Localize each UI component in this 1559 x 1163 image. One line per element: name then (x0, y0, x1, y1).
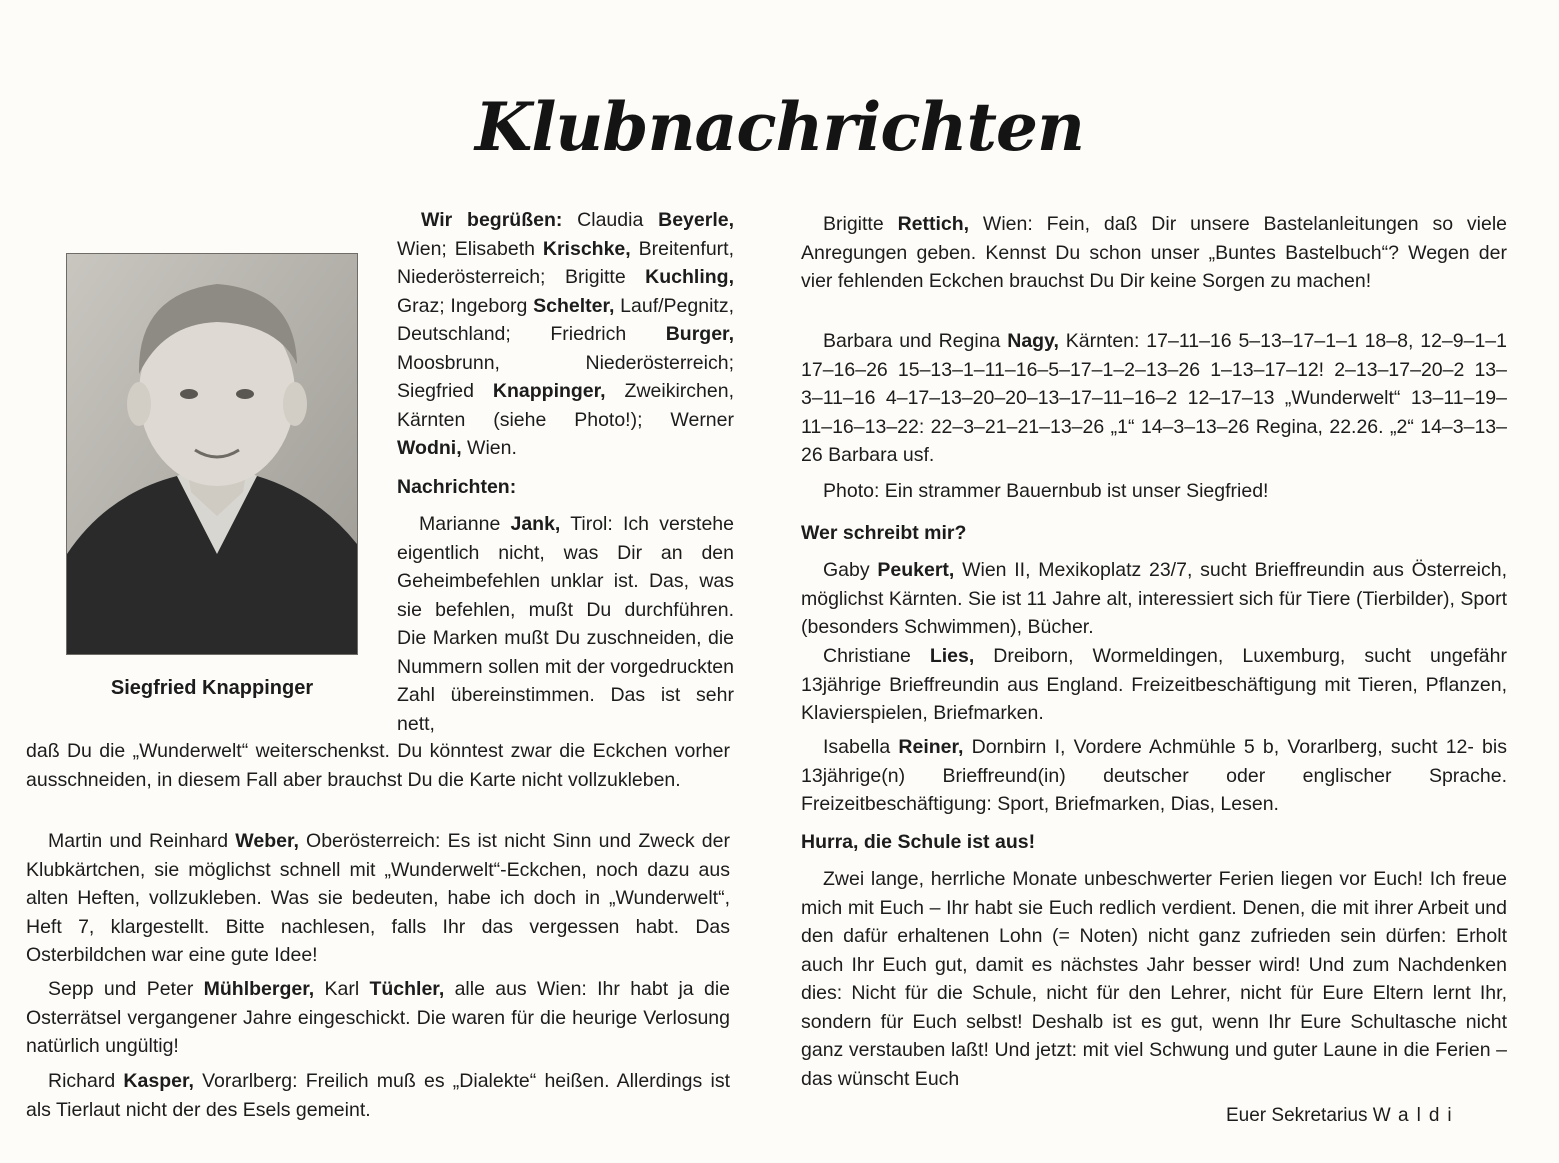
welcome-text: Moosbrunn, Niederösterreich; Siegfried (397, 351, 734, 402)
lies-name: Lies, (929, 645, 975, 667)
jank-text: Marianne (419, 513, 511, 535)
reiner-name: Reiner, (898, 736, 964, 758)
rettich-name: Rettich, (897, 213, 970, 235)
page-title: Klubnachrichten (475, 88, 1084, 166)
peukert-name: Peukert, (877, 559, 955, 581)
welcome-name: Burger, (665, 323, 734, 345)
welcome-text: Wien; Elisabeth (397, 237, 543, 260)
reiner-text: Dornbirn I, Vordere Achmühle 5 b, Vorarlberg, sucht 12- bis 13jährige(n) Brieffreund(in) deutscher oder englischer Sprache. Freizeitbeschäftigung: Sport, Briefmarken, Dias, Lesen. (801, 736, 1507, 815)
signature (1226, 1105, 1460, 1127)
jank-text: Tirol: Ich verstehe eigentlich nicht, was Dir an den Geheimbefehlen unklar ist. Das, was sie befehlen, mußt Du durchführen. Die Marken mußt Du zuschneiden, die Nummern sollen mit der vorgedruckten Zahl übereinstimmen. Das ist sehr nett, (397, 513, 734, 735)
muehlberger-text: Sepp und Peter (48, 978, 204, 1000)
kasper-text: Richard (48, 1070, 124, 1092)
school-heading: Hurra, die Schule ist aus! (801, 831, 1036, 853)
reiner-text: Isabella (823, 736, 899, 758)
jank-text: daß Du die „Wunderwelt“ weiterschenkst. Du könntest zwar die Eckchen vorher ausschneiden, in diesem Fall aber brauchst Du die Karte nicht vollzukleben. (26, 740, 730, 791)
welcome-lead: Wir begrüßen: (421, 209, 563, 231)
rettich-text: Wien: Fein, daß Dir unsere Bastelanleitungen so viele Anregungen geben. Kennst Du schon unser „Buntes Bastelbuch“? Wegen der vier fehlenden Eckchen brauchst Du Dir keine Sorgen zu machen! (801, 213, 1508, 292)
jank-paragraph-continued (26, 737, 730, 794)
rettich-text: Brigitte (823, 213, 898, 235)
lies-text: Christiane (823, 645, 930, 667)
school-paragraph: Zwei lange, herrliche Monate unbeschwerter Ferien liegen vor Euch! Ich freue mich mit Euch – Ihr habt sie Euch redlich verdient. Denen, die mit ihrer Arbeit und den dafür erhaltenen Lohn (= Noten) nicht ganz zufrieden sein dürfen: Erholt auch Ihr Euch gut, damit es nächstes Jahr besser wird! Und zum Nachdenken dies: Nicht für die Schule, nicht für den Lehrer, nicht für Eure Eltern lernt Ihr, sondern für Euch selbst! Deshalb ist es gut, wenn Ihr Eure Schultasche nicht ganz verstauben laßt! Und jetzt: mit viel Schwung und guter Laune in die Ferien – das wünscht Euch (801, 868, 1507, 1090)
photo-caption: Siegfried Knappinger (110, 677, 314, 699)
jank-paragraph (397, 510, 734, 738)
muehlberger-name: Mühlberger, (203, 978, 315, 1000)
signature-name: Waldi (1372, 1105, 1460, 1126)
reiner-paragraph (801, 733, 1507, 819)
welcome-text: Graz; Ingeborg (397, 294, 534, 317)
welcome-name: Knappinger, (492, 380, 606, 402)
peukert-text: Wien II, Mexikoplatz 23/7, sucht Brieffreundin aus Österreich, möglichst Kärnten. Sie ist 11 Jahre alt, interessiert sich für Tiere (Tierbilder), Sport (besonders Schwimmen), Bücher. (801, 559, 1508, 638)
muehlberger-text: Karl (314, 978, 370, 1000)
muehlberger-text: alle aus Wien: Ihr habt ja die Osterrätsel vergangener Jahre eingeschickt. Die waren für die heurige Verlosung natürlich ungültig! (26, 978, 730, 1057)
weber-text: Martin und Reinhard (48, 830, 236, 852)
welcome-name: Wodni, (397, 437, 462, 459)
lies-paragraph (801, 642, 1507, 728)
portrait-image (67, 254, 357, 654)
welcome-text: Breitenfurt, Niederösterreich; Brigitte (397, 237, 734, 288)
weber-text: Oberösterreich: Es ist nicht Sinn und Zweck der Klubkärtchen, sie möglichst schnell mit „Wunderwelt“-Eckchen, noch dazu aus alten Heften, vollzukleben. Was sie bedeuten, habe ich doch in „Wunderwelt“, Heft 7, klargestellt. Bitte nachlesen, falls Ihr das vergessen habt. Das Osterbildchen war eine gute Idee! (26, 830, 730, 966)
welcome-paragraph (397, 206, 734, 463)
weber-name: Weber, (235, 830, 299, 852)
tuechler-name: Tüchler, (369, 978, 445, 1000)
jank-name: Jank, (510, 513, 561, 535)
welcome-name: Beyerle, (658, 209, 734, 231)
welcome-text: Claudia (562, 209, 659, 231)
kasper-text: Vorarlberg: Freilich muß es „Dialekte“ heißen. Allerdings ist als Tierlaut nicht der des Esels gemeint. (26, 1070, 730, 1121)
photo-note: Photo: Ein strammer Bauernbub ist unser Siegfried! (823, 480, 1269, 502)
kasper-paragraph (26, 1067, 730, 1124)
welcome-text: Zweikirchen, Kärnten (siehe Photo!); Werner (397, 380, 734, 431)
nagy-paragraph (801, 327, 1507, 470)
pen-pal-heading: Wer schreibt mir? (801, 522, 967, 544)
signature-prefix: Euer Sekretarius (1226, 1105, 1368, 1126)
welcome-name: Kuchling, (645, 266, 734, 288)
welcome-text: Wien. (461, 437, 517, 459)
portrait-photo (66, 253, 358, 655)
kasper-name: Kasper, (123, 1070, 194, 1092)
muehlberger-paragraph (26, 975, 730, 1061)
weber-paragraph (26, 827, 730, 970)
peukert-paragraph (801, 556, 1507, 642)
welcome-name: Krischke, (542, 237, 631, 260)
peukert-text: Gaby (823, 559, 878, 581)
welcome-name: Schelter, (533, 294, 615, 317)
welcome-text: Lauf/Pegnitz, Deutschland; Friedrich (397, 294, 735, 345)
nagy-text: Barbara und Regina (823, 330, 1008, 352)
news-heading: Nachrichten: (397, 476, 517, 498)
lies-text: Dreiborn, Wormeldingen, Luxemburg, sucht ungefähr 13jährige Brieffreundin aus England. Freizeitbeschäftigung mit Tieren, Pflanzen, Klavierspielen, Briefmarken. (801, 645, 1507, 724)
nagy-text: Kärnten: 17–11–16 5–13–17–1–1 18–8, 12–9–1–1 17–16–26 15–13–1–11–16–5–17–1–2–13–26 1–13–17–12! 2–13–17–20–2 13–3–11–16 4–17–13–20–20–13–17–11–16–2 12–17–13 „Wunderwelt“ 13–11–19–11–16–13–22: 22–3–21–21–13–26 „1“ 14–3–13–26 Regina, 22.26. „2“ 14–3–13–26 Barbara usf. (801, 330, 1507, 466)
nagy-name: Nagy, (1007, 330, 1059, 352)
rettich-paragraph (801, 210, 1507, 296)
